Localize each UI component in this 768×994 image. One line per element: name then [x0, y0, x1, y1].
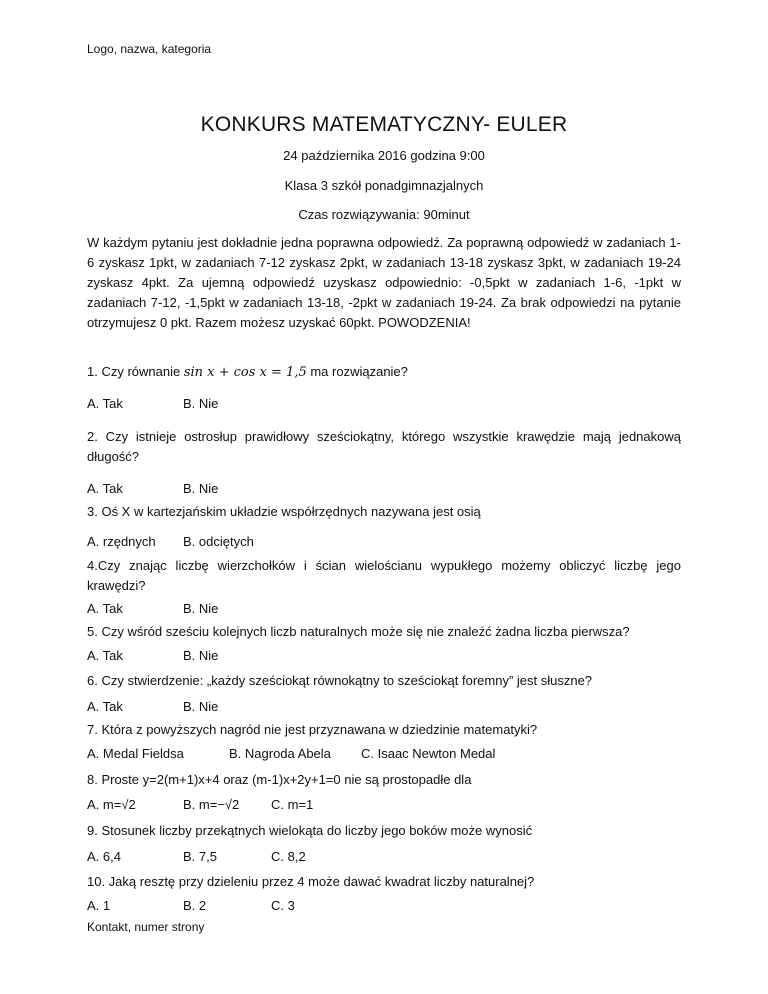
question-5: 5. Czy wśród sześciu kolejnych liczb naturalnych może się nie znaleźć żadna liczba pierwsza? — [87, 624, 630, 639]
answer-option: A. Tak — [87, 648, 123, 663]
question-4: 4.Czy znając liczbę wierzchołków i ścian wielościanu wypukłego możemy obliczyć liczbę jego krawędzi? — [87, 558, 681, 593]
answer-option: B. 2 — [183, 898, 207, 913]
question-6: 6. Czy stwierdzenie: „każdy sześciokąt równokątny to sześciokąt foremny” jest słuszne? — [87, 673, 593, 688]
question-2: 2. Czy istnieje ostrosłup prawidłowy sześciokątny, którego wszystkie krawędzie mają jednakową długość? — [87, 429, 681, 464]
question-1-equation: sin x + cos x = 1,5 — [183, 365, 307, 380]
answer-option: A. 6,4 — [87, 849, 121, 864]
contest-duration: Czas rozwiązywania: 90minut — [298, 207, 470, 222]
answer-option: A. Tak — [87, 699, 123, 714]
answer-option: B. Nie — [183, 648, 219, 663]
question-9: 9. Stosunek liczby przekątnych wielokąta do liczby jego boków może wynosić — [87, 823, 533, 838]
question-3: 3. Oś X w kartezjańskim układzie współrzędnych nazywana jest osią — [87, 504, 481, 519]
answer-option: C. 3 — [271, 898, 295, 913]
contest-class: Klasa 3 szkół ponadgimnazjalnych — [284, 178, 484, 193]
page-header: Logo, nazwa, kategoria — [87, 42, 212, 56]
answer-option: A. Medal Fieldsa — [87, 746, 184, 761]
answer-option: C. 8,2 — [271, 849, 306, 864]
question-1 — [87, 362, 681, 383]
answer-option: B. 7,5 — [183, 849, 217, 864]
contest-date: 24 października 2016 godzina 9:00 — [283, 148, 485, 163]
answer-option: A. Tak — [87, 481, 123, 496]
question-1-suffix: ma rozwiązanie? — [306, 364, 408, 379]
question-8: 8. Proste y=2(m+1)x+4 oraz (m-1)x+2y+1=0 nie są prostopadłe dla — [87, 772, 472, 787]
answer-option: B. m=−√2 — [183, 797, 240, 812]
answer-option: C. Isaac Newton Medal — [361, 746, 496, 761]
answer-option: A. Tak — [87, 601, 123, 616]
answer-option: B. Nie — [183, 601, 219, 616]
answer-option: A. 1 — [87, 898, 111, 913]
answer-option: A. Tak — [87, 396, 123, 411]
question-10: 10. Jaką resztę przy dzieleniu przez 4 może dawać kwadrat liczby naturalnej? — [87, 874, 535, 889]
page-footer: Kontakt, numer strony — [87, 920, 205, 934]
answer-option: C. m=1 — [271, 797, 314, 812]
answer-option: B. Nie — [183, 481, 219, 496]
instructions: W każdym pytaniu jest dokładnie jedna poprawna odpowiedź. Za poprawną odpowiedź w zadaniach 1-6 zyskasz 1pkt, w zadaniach 7-12 zyskasz 2pkt, w zadaniach 13-18 zyskasz 3pkt, w zadaniach 19-24 zyskasz 4pkt. Za ujemną odpowiedź uzyskasz odpowiednio: -0,5pkt w zadaniach 1-6, -1pkt w zadaniach 7-12, -1,5pkt w zadaniach 13-18, -2pkt w zadaniach 19-24. Za brak odpowiedzi na pytanie otrzymujesz 0 pkt. Razem możesz uzyskać 60pkt. POWODZENIA! — [87, 235, 681, 330]
answer-option: A. rzędnych — [87, 534, 156, 549]
answer-option: A. m=√2 — [87, 797, 136, 812]
answer-option: B. Nagroda Abela — [229, 746, 331, 761]
question-7: 7. Która z powyższych nagród nie jest przyznawana w dziedzinie matematyki? — [87, 722, 538, 737]
answer-option: B. odciętych — [183, 534, 254, 549]
page-title: KONKURS MATEMATYCZNY- EULER — [200, 113, 568, 136]
answer-option: B. Nie — [183, 396, 219, 411]
question-1-prefix: 1. Czy równanie — [87, 364, 184, 379]
answer-option: B. Nie — [183, 699, 219, 714]
